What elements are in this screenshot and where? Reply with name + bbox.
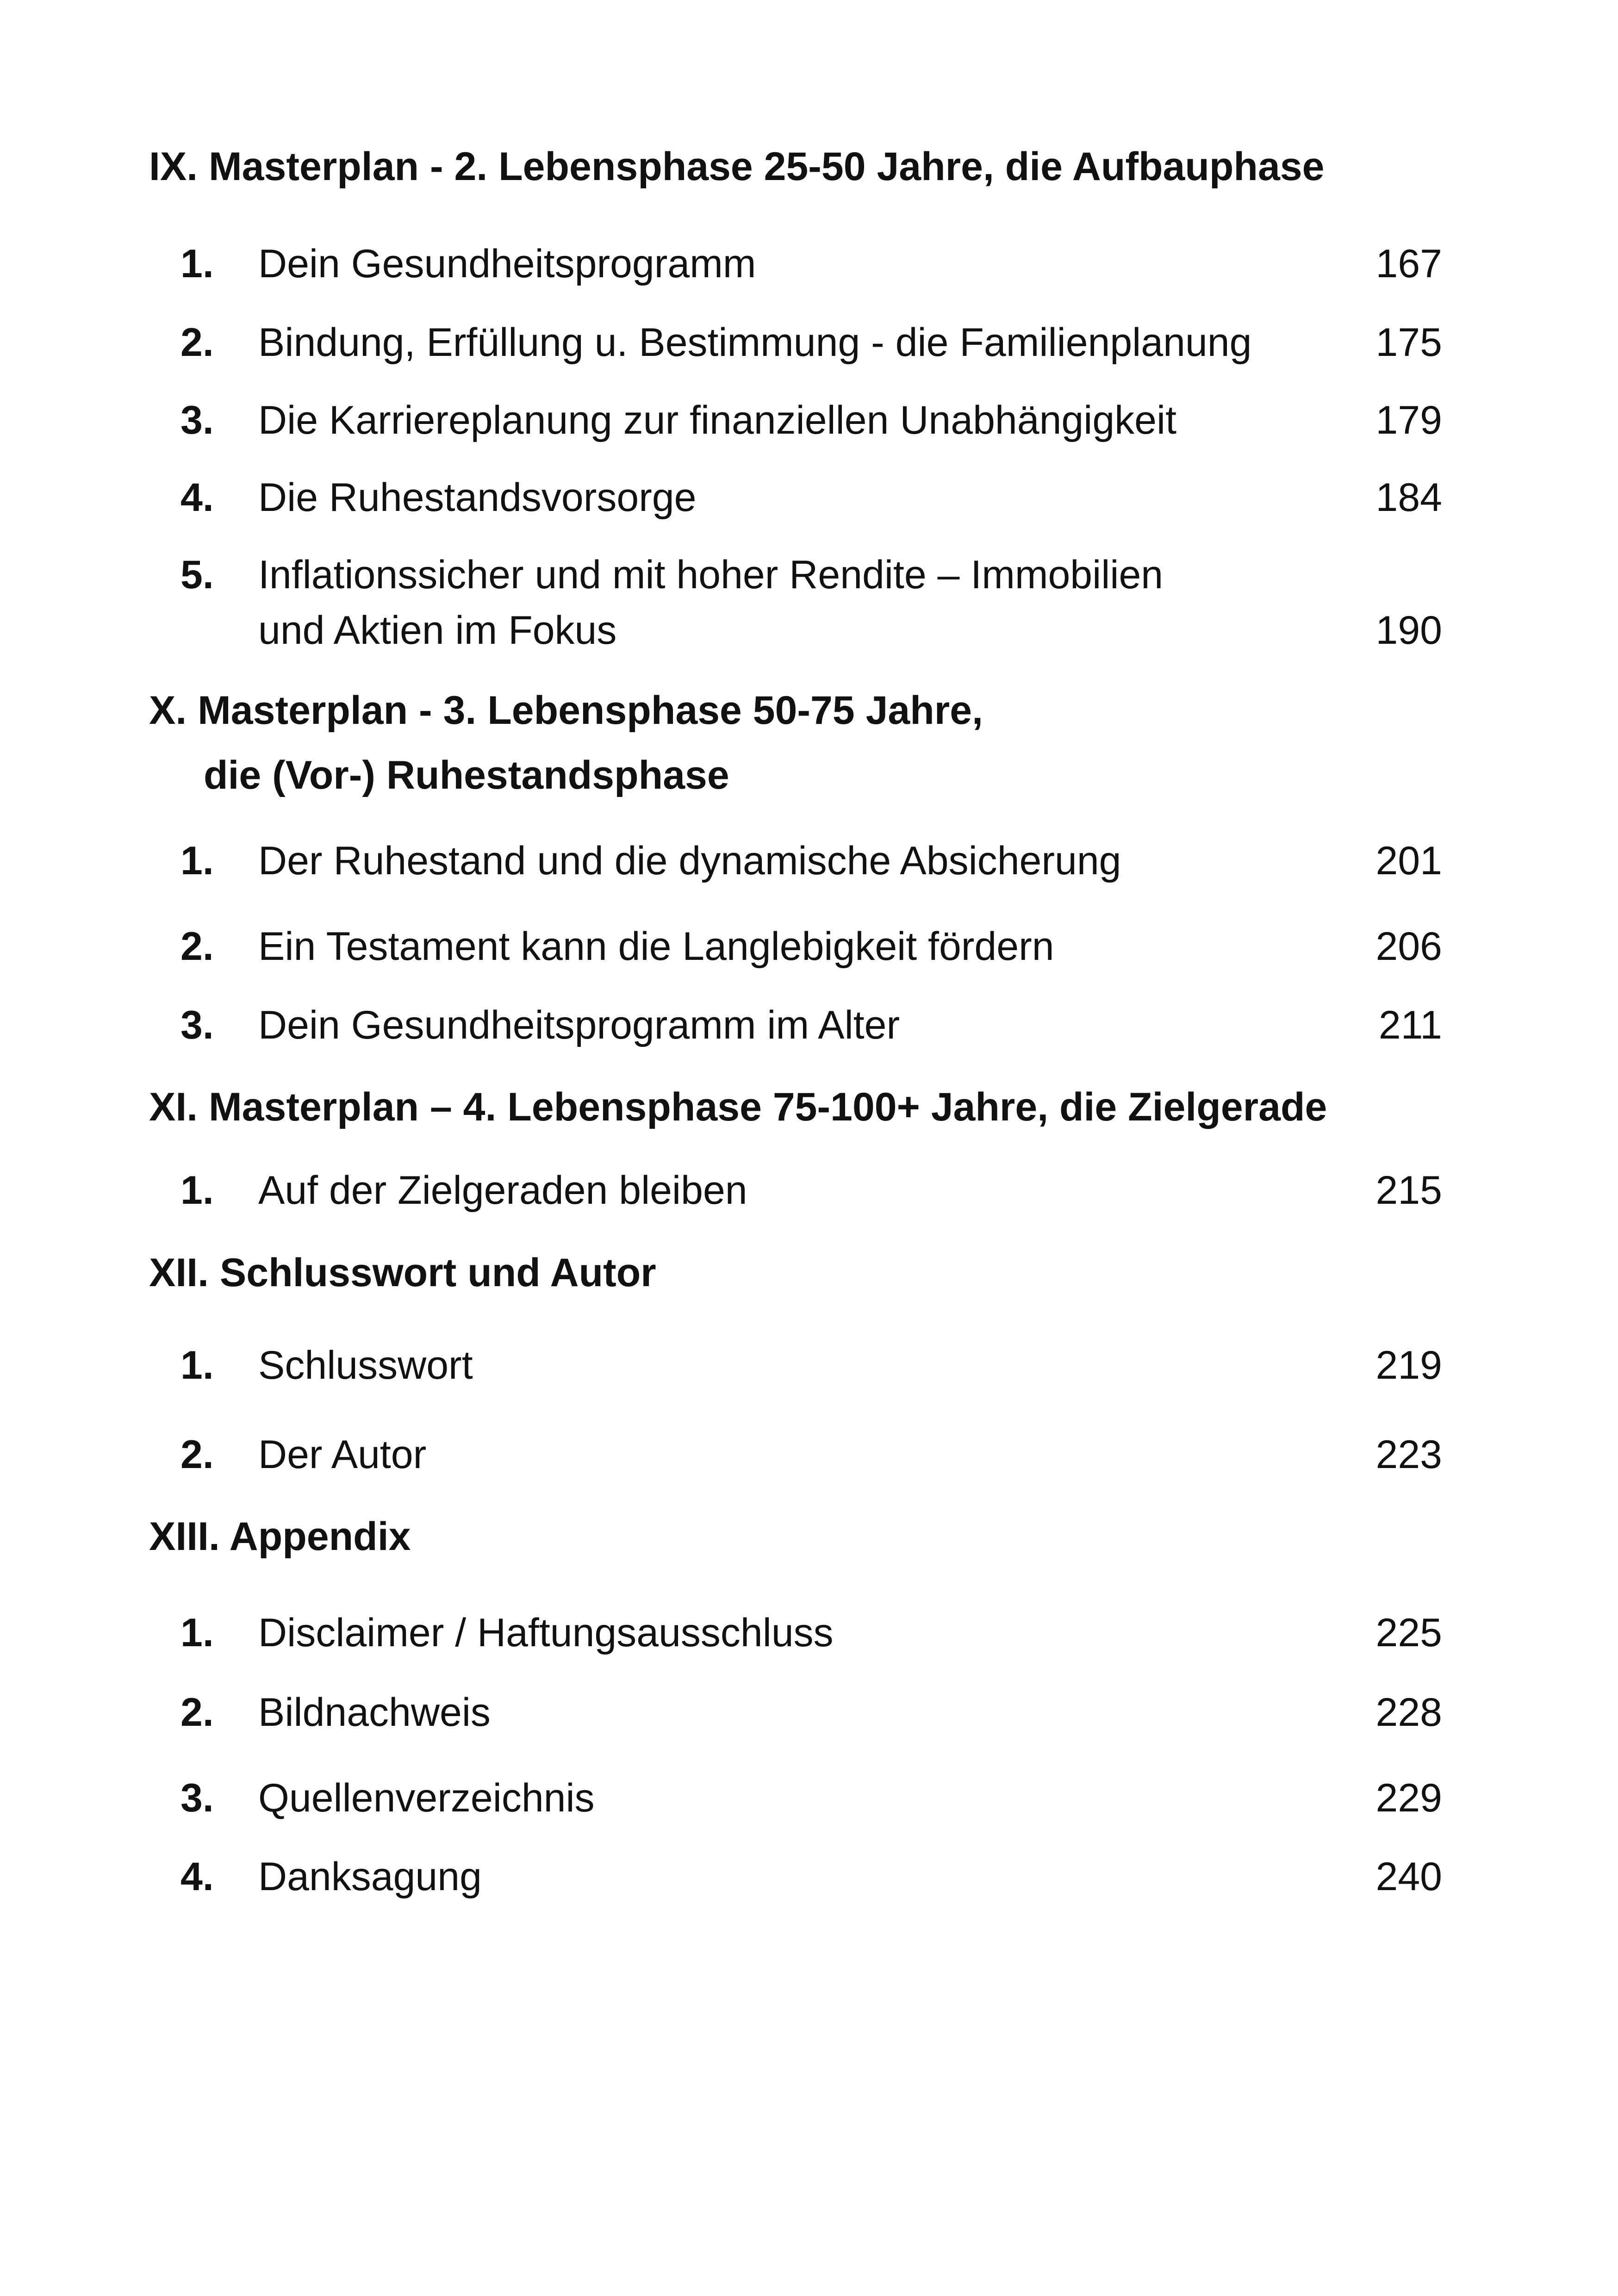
entry-page-number: 219 (1375, 1343, 1442, 1388)
entry-number: 3. (180, 1003, 214, 1047)
entry-title: Der Autor (258, 1432, 427, 1477)
section-heading-xiii (149, 1504, 411, 1569)
entry-title: Disclaimer / Haftungsausschluss (258, 1611, 834, 1655)
entry-title: Der Ruhestand und die dynamische Absicherung (258, 839, 1121, 883)
entry-page-number: 228 (1375, 1690, 1442, 1735)
entry-title: Danksagung (258, 1854, 482, 1899)
entry-title: Dein Gesundheitsprogramm (258, 242, 756, 286)
section-heading-xii (149, 1240, 656, 1305)
entry-title: Quellenverzeichnis (258, 1776, 595, 1820)
entry-number: 4. (180, 1854, 214, 1899)
entry-page-number: 223 (1375, 1432, 1442, 1477)
entry-number: 1. (180, 1343, 214, 1388)
section-heading-xi (149, 1075, 1327, 1139)
section-heading-text: XIII. Appendix (149, 1514, 411, 1559)
entry-number: 2. (180, 320, 214, 365)
section-heading-text: XI. Masterplan – 4. Lebensphase 75-100+ Jahre, die Zielgerade (149, 1085, 1327, 1129)
entry-title: Die Karriereplanung zur finanziellen Unabhängigkeit (258, 398, 1177, 442)
entry-title: Bindung, Erfüllung u. Bestimmung - die Familienplanung (258, 320, 1252, 365)
entry-number: 2. (180, 1432, 214, 1477)
entry-page-number: 211 (1378, 1003, 1442, 1047)
entry-page-number: 190 (1375, 608, 1442, 653)
entry-page-number: 206 (1375, 924, 1442, 969)
section-heading-text: X. Masterplan - 3. Lebensphase 50-75 Jahre, (149, 688, 983, 733)
entry-title: Bildnachweis (258, 1690, 491, 1735)
entry-title: Schlusswort (258, 1343, 473, 1388)
entry-page-number: 179 (1375, 398, 1442, 442)
entry-number: 1. (180, 242, 214, 286)
entry-number: 4. (180, 475, 214, 520)
entry-number: 1. (180, 1168, 214, 1213)
entry-number: 2. (180, 924, 214, 969)
entry-number: 3. (180, 1776, 214, 1820)
entry-title (258, 547, 1323, 658)
entry-title-line-2: und Aktien im Fokus (258, 608, 617, 653)
section-heading-ix (149, 134, 1324, 199)
entry-page-number: 240 (1375, 1854, 1442, 1899)
entry-page-number: 167 (1375, 242, 1442, 286)
entry-page-number: 201 (1375, 839, 1442, 883)
entry-number: 2. (180, 1690, 214, 1735)
entry-title: Auf der Zielgeraden bleiben (258, 1168, 747, 1213)
section-heading-text: IX. Masterplan - 2. Lebensphase 25-50 Jahre, die Aufbauphase (149, 144, 1325, 189)
entry-title: Ein Testament kann die Langlebigkeit fördern (258, 924, 1054, 969)
entry-number: 5. (180, 553, 214, 597)
section-heading-x (149, 678, 983, 808)
entry-number: 3. (180, 398, 214, 442)
entry-page-number: 229 (1375, 1776, 1442, 1820)
entry-title-line-1: Inflationssicher und mit hoher Rendite – Immobilien (258, 553, 1164, 597)
section-heading-text: XII. Schlusswort und Autor (149, 1251, 656, 1295)
entry-page-number: 215 (1375, 1168, 1442, 1213)
entry-title: Die Ruhestandsvorsorge (258, 475, 697, 520)
entry-number: 1. (180, 1611, 214, 1655)
entry-page-number: 225 (1375, 1611, 1442, 1655)
entry-page-number: 184 (1375, 475, 1442, 520)
entry-number: 1. (180, 839, 214, 883)
section-heading-text-line-2: die (Vor-) Ruhestandsphase (204, 753, 729, 797)
entry-title: Dein Gesundheitsprogramm im Alter (258, 1003, 900, 1047)
entry-page-number: 175 (1375, 320, 1442, 365)
